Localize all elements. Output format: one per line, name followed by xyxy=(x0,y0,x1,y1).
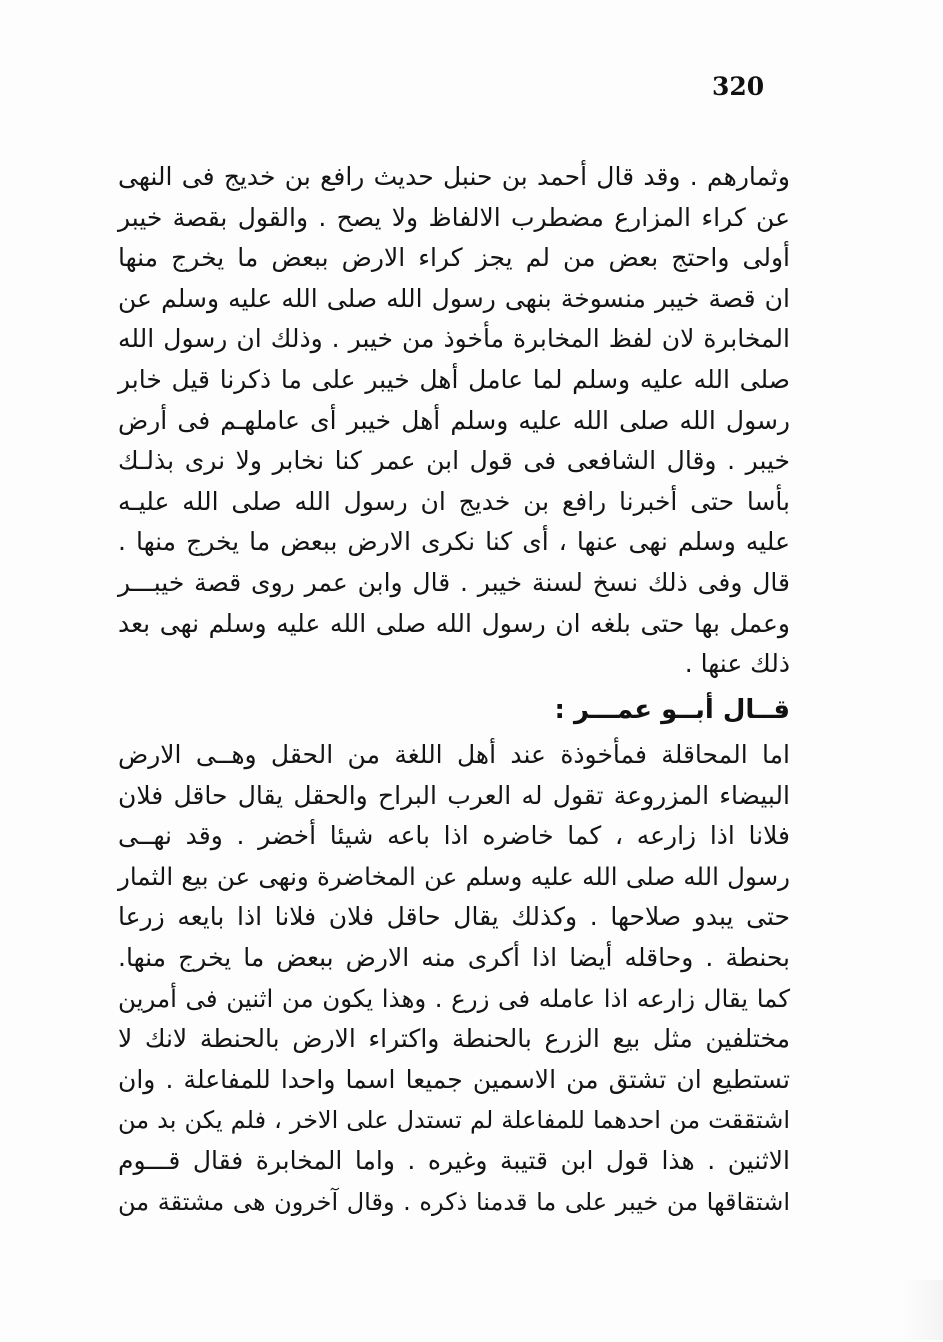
text-line: كما يقال زارعه اذا عامله فى زرع . وهذا يكون من اثنين فى أمرين xyxy=(118,983,790,1013)
text-line: صلى الله عليه وسلم لما عامل أهل خيبر على ما ذكرنا قيل خابر xyxy=(118,364,790,394)
text-line: تستطيع ان تشتق من الاسمين جميعا اسما واحدا للمفاعلة . وان xyxy=(118,1064,790,1094)
section-heading: قــال أبــو عمـــر : xyxy=(554,695,790,725)
text-line: رسول الله صلى الله عليه وسلم أهل خيبر أى عاملهـم فى أرض xyxy=(118,405,790,435)
text-line: عليه وسلم نهى عنها ، أى كنا نكرى الارض ببعض ما يخرج منها . xyxy=(118,527,790,557)
text-line: وثمارهم . وقد قال أحمد بن حنبل حديث رافع بن خديج فى النهى xyxy=(118,162,790,191)
page-number: 320 xyxy=(712,72,765,101)
text-line: بحنطة . وحاقله أيضا اذا أكرى منه الارض ببعض ما يخرج منها. xyxy=(118,942,790,972)
text-line: اشتقاقها من خيبر على ما قدمنا ذكره . وقال آخرون هى مشتقة من xyxy=(118,1187,790,1216)
text-line: مختلفين مثل بيع الزرع بالحنطة واكتراء الارض بالحنطة لانك لا xyxy=(118,1024,790,1054)
text-line: الاثنين . هذا قول ابن قتيبة وغيره . واما المخابرة فقال قـــوم xyxy=(118,1145,790,1175)
paragraph-2 xyxy=(118,735,790,1222)
scan-edge-shadow xyxy=(903,1280,943,1340)
text-line: ذلك عنها . xyxy=(684,649,790,679)
text-line: البيضاء المزروعة تقول له العرب البراح والحقل يقال حاقل فلان xyxy=(118,780,790,810)
text-line: بأسا حتى أخبرنا رافع بن خديج ان رسول الله صلى الله عليـه xyxy=(118,486,790,516)
text-line: رسول الله صلى الله عليه وسلم عن المخاضرة ونهى عن بيع الثمار xyxy=(118,861,790,891)
text-line: فلانا اذا زارعه ، كما خاضره اذا باعه شيئا أخضر . وقد نهــى xyxy=(118,821,790,851)
text-line: وعمل بها حتى بلغه ان رسول الله صلى الله عليه وسلم نهى بعد xyxy=(118,608,790,638)
text-line: اشتققت من احدهما للمفاعلة لم تستدل على الاخر ، فلم يكن بد من xyxy=(118,1106,790,1135)
text-line: عن كراء المزارع مضطرب الالفاظ ولا يصح . والقول بقصة خيبر xyxy=(118,202,790,232)
text-line: خيبر . وقال الشافعى فى قول ابن عمر كنا نخابر ولا نرى بذلـك xyxy=(118,446,790,476)
paragraph-1 xyxy=(118,157,790,685)
text-line: اما المحاقلة فمأخوذة عند أهل اللغة من الحقل وهــى الارض xyxy=(118,740,790,769)
text-line: ان قصة خيبر منسوخة بنهى رسول الله صلى الله عليه وسلم عن xyxy=(118,283,790,313)
text-line: حتى يبدو صلاحها . وكذلك يقال حاقل فلان فلانا اذا بايعه زرعا xyxy=(118,902,790,932)
text-line: أولى واحتج بعض من لم يجز كراء الارض ببعض ما يخرج منها xyxy=(118,243,790,273)
text-line: المخابرة لان لفظ المخابرة مأخوذ من خيبر . وذلك ان رسول الله xyxy=(118,324,790,354)
text-line: قال وفى ذلك نسخ لسنة خيبر . قال وابن عمر روى قصة خيبـــر xyxy=(118,567,790,597)
